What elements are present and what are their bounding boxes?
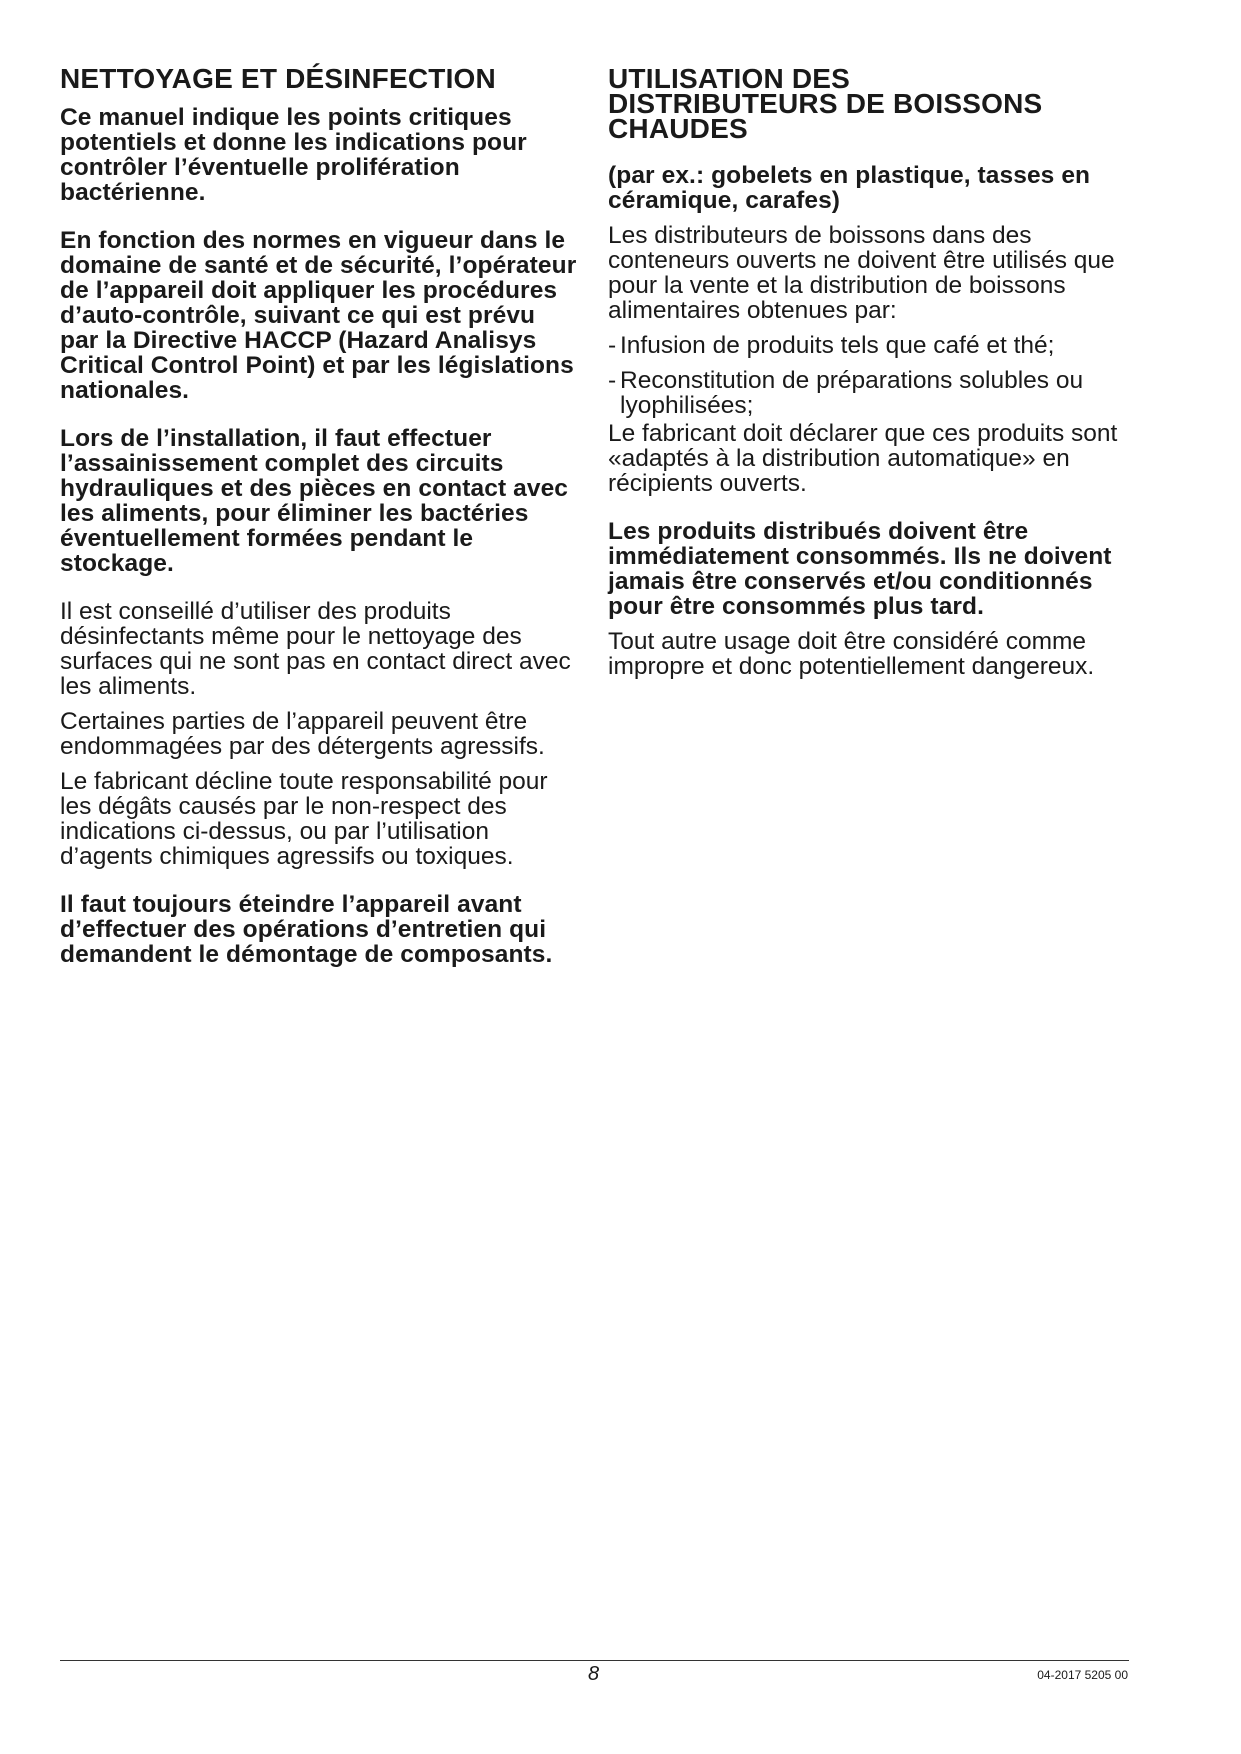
page-number: 8 [588, 1663, 600, 1685]
paragraph-immediate-consumption: Les produits distribués doivent être immédiatement consommés. Ils ne doivent jamais être conservés et/ou conditionnés pour être consommés plus tard. [608, 518, 1112, 620]
paragraph-disinfectant-advice: Il est conseillé d’utiliser des produits désinfectants même pour le nettoyage des surfaces qui ne sont pas en contact direct avec les aliments. [60, 598, 571, 700]
list-item [608, 333, 1128, 358]
paragraph-manufacturer-declaration: Le fabricant doit déclarer que ces produits sont «adaptés à la distribution automatique» en récipients ouverts. [608, 420, 1118, 497]
paragraph-haccp: En fonction des normes en vigueur dans le domaine de santé et de sécurité, l’opérateur de l’appareil doit appliquer les procédures d’auto-contrôle, suivant ce qui est prévu par la Directive HACCP (Hazard Analisys Critical Control Point) et par les législations nationales. [60, 227, 577, 404]
section-title-utilisation [608, 63, 1128, 144]
footer-divider [60, 1660, 1129, 1661]
list-item-text: Reconstitution de préparations solubles ou lyophilisées; [620, 367, 1084, 419]
paragraph-open-containers: Les distributeurs de boissons dans des conteneurs ouverts ne doivent être utilisés que pour la vente et la distribution de boissons alimentaires obtenues par: [608, 222, 1115, 324]
subtitle-examples: (par ex.: gobelets en plastique, tasses en céramique, carafes) [608, 162, 1091, 214]
paragraph-detergent-damage: Certaines parties de l’appareil peuvent être endommagées par des détergents agressifs. [60, 708, 545, 760]
section-title-line-3: CHAUDES [608, 113, 748, 144]
left-column [60, 63, 580, 968]
bullet-dash: - [608, 367, 617, 394]
paragraph-liability: Le fabricant décline toute responsabilité pour les dégâts causés par le non-respect des indications ci-dessus, ou par l’utilisation d’agents chimiques agressifs ou toxiques. [60, 768, 548, 870]
section-title-line-2: DISTRIBUTEURS DE BOISSONS [608, 88, 1043, 119]
section-title-line-1: UTILISATION DES [608, 63, 851, 94]
paragraph-switch-off-warning: Il faut toujours éteindre l’appareil avant d’effectuer des opérations d’entretien qui demandent le démontage de composants. [60, 891, 553, 968]
list-item-text: Infusion de produits tels que café et thé; [620, 332, 1055, 359]
list-item [608, 368, 1128, 418]
document-code: 04-2017 5205 00 [1037, 1668, 1128, 1682]
paragraph-improper-use: Tout autre usage doit être considéré comme impropre et donc potentiellement dangereux. [608, 628, 1095, 680]
paragraph-installation-sanitation: Lors de l’installation, il faut effectuer l’assainissement complet des circuits hydrauliques et des pièces en contact avec les aliments, pour éliminer les bactéries éventuellement formées pendant le stockage. [60, 425, 569, 577]
right-column [608, 63, 1128, 680]
section-title-nettoyage: NETTOYAGE ET DÉSINFECTION [60, 63, 496, 94]
paragraph-manual-critical-points: Ce manuel indique les points critiques potentiels et donne les indications pour contrôler l’éventuelle prolifération bactérienne. [60, 104, 527, 206]
bullet-dash: - [608, 332, 617, 359]
